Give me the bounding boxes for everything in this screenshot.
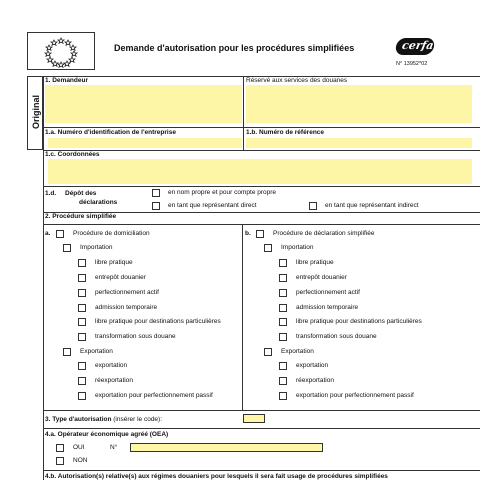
b-export-item-label: exportation pour perfectionnement passif xyxy=(296,392,414,399)
aeo-title: 4.a. Opérateur économique agréé (OEA) xyxy=(45,431,169,438)
a-import-item-label: libre pratique pour destinations particulières xyxy=(95,318,221,325)
authorisation-type-field[interactable] xyxy=(243,414,265,423)
b-export-item-label: réexportation xyxy=(296,377,334,384)
authorisation-type-label xyxy=(45,416,162,424)
a-import-item-checkbox[interactable] xyxy=(78,333,86,341)
b-import-item-label: transformation sous douane xyxy=(296,333,377,340)
deposit-own-account-label: en nom propre et pour compte propre xyxy=(168,189,277,196)
deposit-direct-rep-label: en tant que représentant direct xyxy=(168,202,257,209)
a-import-checkbox[interactable] xyxy=(63,244,71,252)
aeo-yes-checkbox[interactable] xyxy=(56,444,64,452)
b-import-item-checkbox[interactable] xyxy=(279,304,287,312)
applicant-label: 1. Demandeur xyxy=(45,77,88,84)
domiciliation-label: Procédure de domiciliation xyxy=(73,230,150,237)
b-import-item-label: entrepôt douanier xyxy=(296,274,347,281)
a-import-item-label: transformation sous douane xyxy=(95,333,176,340)
a-import-item-checkbox[interactable] xyxy=(78,318,86,326)
b-export-item-checkbox[interactable] xyxy=(279,362,287,370)
a-import-item-checkbox[interactable] xyxy=(78,259,86,267)
simplified-procedure-title: 2. Procédure simplifiée xyxy=(45,213,117,220)
b-export-item-checkbox[interactable] xyxy=(279,377,287,385)
b-import-item-label: admission temporaire xyxy=(296,304,359,311)
b-import-label: Importation xyxy=(281,244,314,251)
a-export-item-label: réexportation xyxy=(95,377,133,384)
a-import-item-label: perfectionnement actif xyxy=(95,289,159,296)
customs-regimes-title: 4.b. Autorisation(s) relative(s) aux régimes douaniers pour lesquels il sera fait usage de procédures simplifiées xyxy=(45,473,388,480)
a-import-item-label: libre pratique xyxy=(95,259,133,266)
aeo-number-field[interactable] xyxy=(130,443,323,452)
b-export-item-label: exportation xyxy=(296,362,329,369)
a-export-item-checkbox[interactable] xyxy=(78,362,86,370)
a-import-item-checkbox[interactable] xyxy=(78,289,86,297)
a-import-item-label: entrepôt douanier xyxy=(95,274,146,281)
customs-reserved-label: Réservé aux services des douanes xyxy=(246,77,348,84)
coordinates-label: 1.c. Coordonnées xyxy=(45,151,100,158)
company-id-field[interactable] xyxy=(48,138,242,148)
b-export-item-checkbox[interactable] xyxy=(279,392,287,400)
simplified-declaration-checkbox[interactable] xyxy=(256,230,264,238)
original-tab xyxy=(27,76,43,150)
coordinates-field[interactable] xyxy=(48,159,472,184)
a-import-item-checkbox[interactable] xyxy=(78,304,86,312)
a-export-label: Exportation xyxy=(80,348,113,355)
deposit-label-line1: Dépôt des xyxy=(65,190,97,197)
form-title: Demande d'autorisation pour les procédures simplifiées xyxy=(114,43,355,53)
col-a-letter: a. xyxy=(45,230,51,237)
b-import-item-checkbox[interactable] xyxy=(279,333,287,341)
simplified-declaration-label: Procédure de déclaration simplifiée xyxy=(273,230,375,237)
b-export-label: Exportation xyxy=(281,348,314,355)
a-import-item-label: admission temporaire xyxy=(95,304,158,311)
b-import-item-label: libre pratique xyxy=(296,259,334,266)
cerfa-logo-text: cerfa xyxy=(401,39,435,52)
b-import-item-label: libre pratique pour destinations particulières xyxy=(296,318,422,325)
a-export-item-label: exportation pour perfectionnement passif xyxy=(95,392,213,399)
aeo-number-label: N° xyxy=(110,444,118,451)
aeo-no-checkbox[interactable] xyxy=(56,457,64,465)
a-export-checkbox[interactable] xyxy=(63,348,71,356)
a-import-label: Importation xyxy=(80,244,113,251)
cerfa-logo xyxy=(395,38,436,55)
deposit-label-line2: déclarations xyxy=(79,199,118,206)
company-id-label: 1.a. Numéro d'identification de l'entreprise xyxy=(45,129,176,136)
col-b-letter: b. xyxy=(245,230,251,237)
deposit-indirect-rep-label: en tant que représentant indirect xyxy=(325,202,419,209)
applicant-field[interactable] xyxy=(45,85,242,123)
eu-stars-icon xyxy=(28,33,94,69)
deposit-own-account-checkbox[interactable] xyxy=(152,189,160,197)
b-import-item-checkbox[interactable] xyxy=(279,259,287,267)
domiciliation-checkbox[interactable] xyxy=(56,230,64,238)
form-number: N° 13952*02 xyxy=(396,61,428,67)
original-label: Original xyxy=(31,95,41,130)
a-export-item-label: exportation xyxy=(95,362,128,369)
aeo-yes-label: OUI xyxy=(73,444,85,451)
deposit-number: 1.d. xyxy=(45,190,57,197)
aeo-no-label: NON xyxy=(73,457,88,464)
deposit-indirect-rep-checkbox[interactable] xyxy=(309,202,317,210)
customs-reserved-field[interactable] xyxy=(246,85,472,123)
b-import-item-checkbox[interactable] xyxy=(279,289,287,297)
authorisation-type-title: 3. Type d'autorisation xyxy=(45,416,112,423)
authorisation-type-hint: (insérer le code): xyxy=(113,416,163,423)
b-import-item-checkbox[interactable] xyxy=(279,274,287,282)
a-import-item-checkbox[interactable] xyxy=(78,274,86,282)
reference-number-field[interactable] xyxy=(246,138,472,148)
eu-flag-logo xyxy=(27,32,95,70)
reference-number-label: 1.b. Numéro de référence xyxy=(246,129,325,136)
b-export-checkbox[interactable] xyxy=(264,348,272,356)
b-import-item-checkbox[interactable] xyxy=(279,318,287,326)
a-export-item-checkbox[interactable] xyxy=(78,392,86,400)
deposit-direct-rep-checkbox[interactable] xyxy=(152,202,160,210)
a-export-item-checkbox[interactable] xyxy=(78,377,86,385)
b-import-item-label: perfectionnement actif xyxy=(296,289,360,296)
b-import-checkbox[interactable] xyxy=(264,244,272,252)
